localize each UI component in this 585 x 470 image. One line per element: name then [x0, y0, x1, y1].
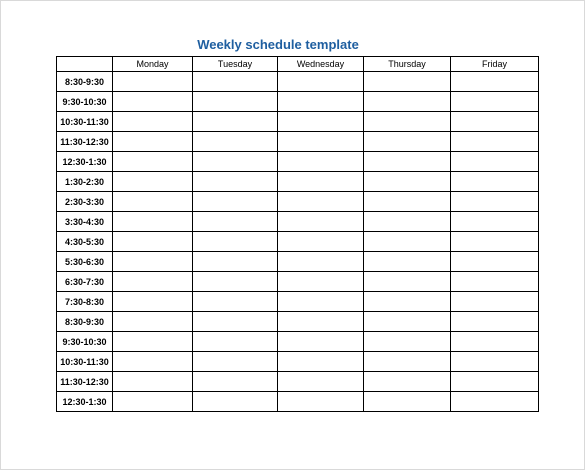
schedule-cell-monday[interactable] — [113, 92, 193, 112]
schedule-cell-thursday[interactable] — [364, 172, 451, 192]
time-slot-label: 11:30-12:30 — [57, 372, 113, 392]
time-slot-label: 9:30-10:30 — [57, 92, 113, 112]
schedule-cell-thursday[interactable] — [364, 312, 451, 332]
schedule-cell-thursday[interactable] — [364, 272, 451, 292]
schedule-cell-monday[interactable] — [113, 312, 193, 332]
schedule-cell-friday[interactable] — [451, 352, 539, 372]
schedule-cell-wednesday[interactable] — [278, 392, 364, 412]
table-row — [57, 372, 539, 392]
schedule-cell-tuesday[interactable] — [193, 392, 278, 412]
schedule-cell-thursday[interactable] — [364, 192, 451, 212]
schedule-table — [56, 56, 539, 412]
schedule-cell-wednesday[interactable] — [278, 272, 364, 292]
schedule-cell-tuesday[interactable] — [193, 112, 278, 132]
schedule-cell-friday[interactable] — [451, 312, 539, 332]
table-row — [57, 132, 539, 152]
schedule-cell-wednesday[interactable] — [278, 172, 364, 192]
time-slot-label: 8:30-9:30 — [57, 312, 113, 332]
time-slot-label: 4:30-5:30 — [57, 232, 113, 252]
schedule-cell-wednesday[interactable] — [278, 92, 364, 112]
schedule-cell-tuesday[interactable] — [193, 212, 278, 232]
schedule-cell-friday[interactable] — [451, 372, 539, 392]
schedule-cell-thursday[interactable] — [364, 112, 451, 132]
time-slot-label: 10:30-11:30 — [57, 352, 113, 372]
table-row — [57, 192, 539, 212]
schedule-cell-thursday[interactable] — [364, 92, 451, 112]
table-row — [57, 252, 539, 272]
schedule-cell-tuesday[interactable] — [193, 332, 278, 352]
time-slot-label: 11:30-12:30 — [57, 132, 113, 152]
header-cell-friday: Friday — [451, 57, 539, 72]
schedule-cell-tuesday[interactable] — [193, 172, 278, 192]
schedule-cell-thursday[interactable] — [364, 72, 451, 92]
time-slot-label: 1:30-2:30 — [57, 172, 113, 192]
time-slot-label: 10:30-11:30 — [57, 112, 113, 132]
schedule-cell-tuesday[interactable] — [193, 312, 278, 332]
header-cell-monday: Monday — [113, 57, 193, 72]
schedule-cell-monday[interactable] — [113, 112, 193, 132]
schedule-cell-monday[interactable] — [113, 172, 193, 192]
table-row — [57, 352, 539, 372]
schedule-cell-wednesday[interactable] — [278, 312, 364, 332]
schedule-cell-thursday[interactable] — [364, 332, 451, 352]
schedule-cell-thursday[interactable] — [364, 292, 451, 312]
schedule-cell-monday[interactable] — [113, 332, 193, 352]
page-title: Weekly schedule template — [197, 37, 359, 52]
header-cell-wednesday: Wednesday — [278, 57, 364, 72]
header-cell-corner — [57, 57, 113, 72]
schedule-cell-friday[interactable] — [451, 292, 539, 312]
schedule-cell-thursday[interactable] — [364, 352, 451, 372]
time-slot-label: 6:30-7:30 — [57, 272, 113, 292]
table-row — [57, 332, 539, 352]
schedule-cell-monday[interactable] — [113, 272, 193, 292]
schedule-cell-wednesday[interactable] — [278, 112, 364, 132]
table-row — [57, 152, 539, 172]
table-row — [57, 172, 539, 192]
time-slot-label: 7:30-8:30 — [57, 292, 113, 312]
table-row — [57, 112, 539, 132]
schedule-cell-monday[interactable] — [113, 352, 193, 372]
schedule-cell-thursday[interactable] — [364, 372, 451, 392]
schedule-cell-wednesday[interactable] — [278, 132, 364, 152]
schedule-cell-tuesday[interactable] — [193, 92, 278, 112]
table-row — [57, 272, 539, 292]
schedule-cell-tuesday[interactable] — [193, 72, 278, 92]
schedule-cell-wednesday[interactable] — [278, 292, 364, 312]
header-row — [57, 57, 539, 72]
schedule-cell-monday[interactable] — [113, 232, 193, 252]
time-slot-label: 12:30-1:30 — [57, 392, 113, 412]
schedule-cell-tuesday[interactable] — [193, 152, 278, 172]
schedule-cell-monday[interactable] — [113, 212, 193, 232]
time-slot-label: 12:30-1:30 — [57, 152, 113, 172]
schedule-cell-friday[interactable] — [451, 392, 539, 412]
schedule-cell-friday[interactable] — [451, 172, 539, 192]
table-row — [57, 92, 539, 112]
header-cell-tuesday: Tuesday — [193, 57, 278, 72]
time-slot-label: 9:30-10:30 — [57, 332, 113, 352]
header-cell-thursday: Thursday — [364, 57, 451, 72]
schedule-cell-thursday[interactable] — [364, 232, 451, 252]
time-slot-label: 5:30-6:30 — [57, 252, 113, 272]
schedule-cell-tuesday[interactable] — [193, 352, 278, 372]
table-row — [57, 392, 539, 412]
schedule-cell-wednesday[interactable] — [278, 152, 364, 172]
schedule-cell-wednesday[interactable] — [278, 252, 364, 272]
table-row — [57, 232, 539, 252]
schedule-cell-tuesday[interactable] — [193, 132, 278, 152]
schedule-cell-friday[interactable] — [451, 212, 539, 232]
schedule-cell-thursday[interactable] — [364, 392, 451, 412]
schedule-cell-friday[interactable] — [451, 92, 539, 112]
schedule-cell-wednesday[interactable] — [278, 192, 364, 212]
schedule-cell-friday[interactable] — [451, 132, 539, 152]
schedule-cell-friday[interactable] — [451, 332, 539, 352]
schedule-cell-wednesday[interactable] — [278, 372, 364, 392]
schedule-cell-monday[interactable] — [113, 292, 193, 312]
schedule-cell-friday[interactable] — [451, 72, 539, 92]
schedule-cell-wednesday[interactable] — [278, 212, 364, 232]
schedule-cell-monday[interactable] — [113, 252, 193, 272]
schedule-cell-tuesday[interactable] — [193, 192, 278, 212]
schedule-cell-thursday[interactable] — [364, 132, 451, 152]
time-slot-label: 3:30-4:30 — [57, 212, 113, 232]
schedule-cell-thursday[interactable] — [364, 152, 451, 172]
schedule-cell-tuesday[interactable] — [193, 232, 278, 252]
schedule-cell-wednesday[interactable] — [278, 332, 364, 352]
schedule-cell-tuesday[interactable] — [193, 272, 278, 292]
schedule-cell-friday[interactable] — [451, 252, 539, 272]
schedule-cell-tuesday[interactable] — [193, 292, 278, 312]
schedule-cell-thursday[interactable] — [364, 212, 451, 232]
schedule-cell-wednesday[interactable] — [278, 352, 364, 372]
schedule-cell-tuesday[interactable] — [193, 252, 278, 272]
schedule-cell-monday[interactable] — [113, 152, 193, 172]
schedule-cell-friday[interactable] — [451, 152, 539, 172]
table-row — [57, 312, 539, 332]
schedule-cell-friday[interactable] — [451, 272, 539, 292]
schedule-cell-friday[interactable] — [451, 192, 539, 212]
schedule-cell-monday[interactable] — [113, 132, 193, 152]
schedule-cell-thursday[interactable] — [364, 252, 451, 272]
schedule-cell-monday[interactable] — [113, 392, 193, 412]
time-slot-label: 2:30-3:30 — [57, 192, 113, 212]
schedule-cell-monday[interactable] — [113, 72, 193, 92]
schedule-cell-wednesday[interactable] — [278, 72, 364, 92]
table-row — [57, 292, 539, 312]
schedule-cell-monday[interactable] — [113, 372, 193, 392]
table-row — [57, 72, 539, 92]
schedule-cell-tuesday[interactable] — [193, 372, 278, 392]
schedule-cell-friday[interactable] — [451, 112, 539, 132]
schedule-cell-wednesday[interactable] — [278, 232, 364, 252]
schedule-cell-monday[interactable] — [113, 192, 193, 212]
table-row — [57, 212, 539, 232]
time-slot-label: 8:30-9:30 — [57, 72, 113, 92]
schedule-cell-friday[interactable] — [451, 232, 539, 252]
